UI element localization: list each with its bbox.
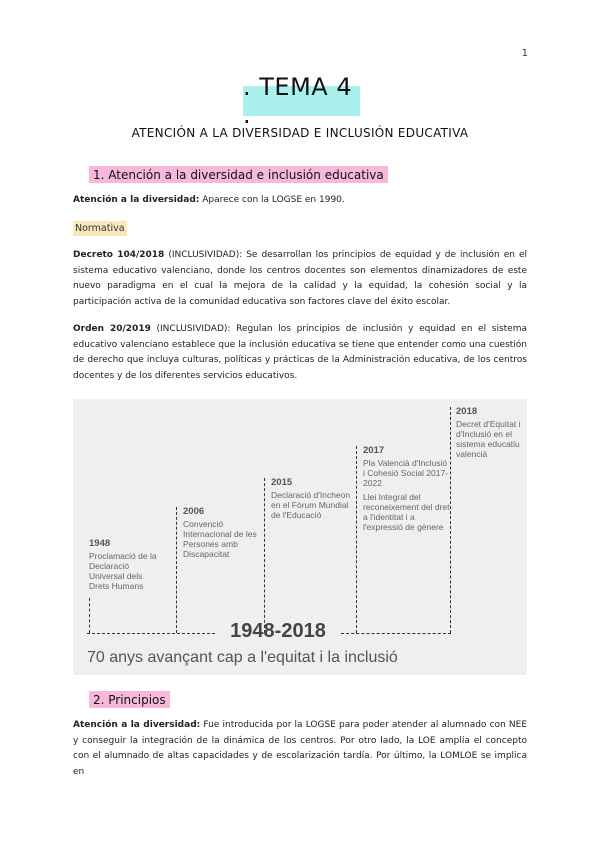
page-number: 1 (521, 48, 528, 59)
decreto-paragraph (73, 248, 527, 310)
decreto-paren: (INCLUSIVIDAD): (164, 250, 247, 260)
timeline-marker-2006 (176, 507, 177, 633)
timeline-marker-1948 (89, 598, 90, 633)
intro-text: Aparece con la LOGSE en 1990. (199, 195, 345, 205)
section-heading-1: 1. Atención a la diversidad e inclusión educativa (89, 166, 388, 183)
intro-bold: Atención a la diversidad: (73, 195, 200, 205)
timeline-marker-2017 (356, 446, 357, 633)
timeline-event-2018: 2018 Decret d'Equitat i d'Inclusió en el sistema educatiu valencià (456, 406, 521, 459)
decreto-bold: Decreto 104/2018 (73, 250, 165, 260)
timeline-infographic (73, 399, 527, 675)
page-title: . TEMA 4 . (243, 86, 360, 116)
orden-text: Regulan los principios de inclusión y equidad en el sistema educativo valenciano establece que la inclusión educativa se tiene que entender como una cuestión de derecho que incluya culturas, políticas y prácticas de la Administración educativa, de los centros docentes y de los diferentes servicios educativos. (73, 324, 527, 381)
timeline-event-2006: 2006 Convenció Internacional de les Persones amb Discapacitat (183, 506, 257, 559)
orden-bold: Orden 20/2019 (73, 324, 151, 334)
timeline-event-2017: 2017 Pla Valencià d'Inclusió i Cohesió Social 2017-2022 Llei Integral del reconeixement del dret a l'identitat i a l'expressió de gènere (363, 445, 450, 532)
timeline-caption: 70 anys avançant cap a l'equitat i la inclusió (87, 649, 398, 666)
timeline-event-2015: 2015 Declaració d'Incheon en el Fòrum Mundial de l'Educació (271, 477, 351, 520)
timeline-axis-left (87, 633, 215, 634)
principios-paragraph (73, 718, 527, 780)
section-heading-2: 2. Principios (89, 691, 170, 708)
page-subtitle: ATENCIÓN A LA DIVERSIDAD E INCLUSIÓN EDUCATIVA (131, 126, 469, 140)
decreto-text: Se desarrollan los principios de equidad y de inclusión en el sistema educativo valenciano, donde los centros docentes son elementos dinamizadores de este nuevo paradigma en el cual la mejora de la calidad y la equidad, la cohesión social y la participación activa de la comunidad educativa son factores clave del éxito escolar. (73, 250, 527, 307)
timeline-marker-2018 (450, 407, 451, 633)
intro-paragraph (73, 193, 527, 209)
timeline-axis-right (341, 633, 451, 634)
orden-paren: (INCLUSIVIDAD): (150, 324, 237, 334)
timeline-event-1948: 1948 Proclamació de la Declaració Universal dels Drets Humans (89, 538, 157, 591)
principios-text: Fue introducida por la LOGSE para poder atender al alumnado con NEE y conseguir la integración de la dinámica de los centros. Por otro lado, la LOE amplía el concepto con el alumnado de altas capacidades y de escolarización tardía. Por último, la LOMLOE se implica en (73, 720, 528, 777)
timeline-range: 1948-2018 (230, 620, 326, 642)
orden-paragraph (73, 322, 527, 384)
timeline-marker-2015 (264, 478, 265, 633)
normativa-label: Normativa (75, 223, 125, 234)
principios-bold: Atención a la diversidad: (73, 720, 201, 730)
